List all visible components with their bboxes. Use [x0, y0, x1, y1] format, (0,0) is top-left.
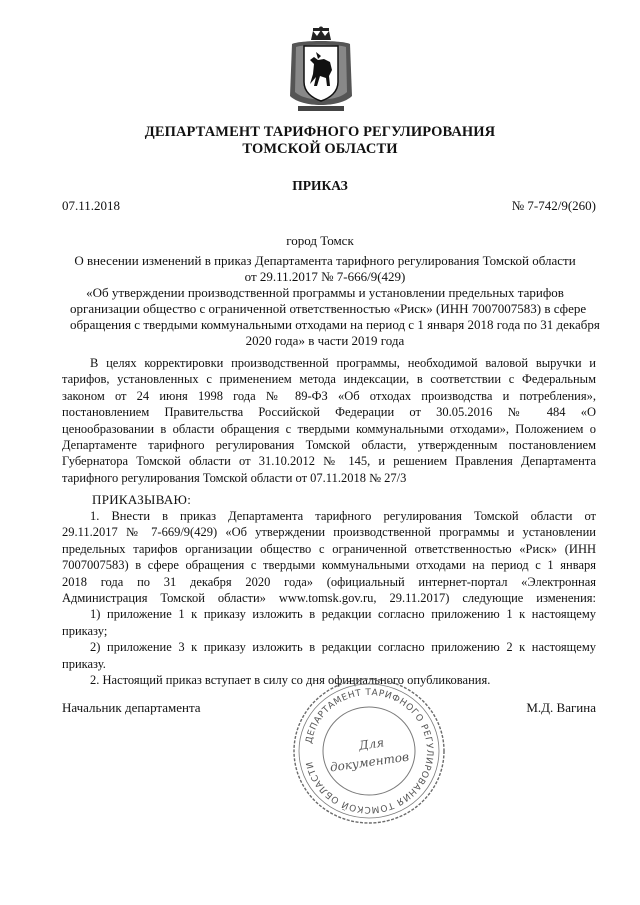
item-line: Администрация Томской области» www.tomsk.gov.ru, 29.11.2017) следующие изменения:: [62, 591, 596, 606]
preamble-line: Департаменте тарифного регулирования Томской области, утвержденным постановлением: [62, 438, 596, 453]
department-title-line1: ДЕПАРТАМЕНТ ТАРИФНОГО РЕГУЛИРОВАНИЯ: [144, 124, 496, 140]
order-items: [62, 508, 596, 688]
stamp-ring-text: ДЕПАРТАМЕНТ ТАРИФНОГО РЕГУЛИРОВАНИЯ ТОМСКОЙ ОБЛАСТИ: [304, 687, 435, 815]
item-line: 1. Внести в приказ Департамента тарифного регулирования Томской области от: [90, 509, 596, 523]
preamble-line: тарифного регулирования Томской области от 07.11.2018 № 27/3: [62, 470, 407, 485]
subject-line: «Об утверждении производственной программы и установлении предельных тарифов: [86, 285, 564, 300]
signatory-name: М.Д. Вагина: [526, 700, 596, 715]
coat-of-arms-emblem: [286, 26, 356, 114]
item-line: 2) приложение 3 к приказу изложить в редакции согласно приложению 2 к настоящему: [90, 640, 596, 655]
signatory-position: Начальник департамента: [62, 700, 201, 715]
order-number: № 7-742/9(260): [511, 198, 596, 213]
item-line: приказу.: [62, 656, 106, 671]
preamble-line: Губернатора Томской области от 31.10.2012 № 145, и решением Правления Департамента: [62, 454, 596, 469]
item-line: предельных тарифов организации общество с ограниченной ответственностью «Риск» (ИНН: [62, 541, 596, 556]
preamble-line: законом от 24 июня 1998 года № 89-ФЗ «Об отходах производства и потребления»,: [62, 388, 596, 403]
department-title-line2: ТОМСКОЙ ОБЛАСТИ: [242, 141, 398, 157]
item-line: 1) приложение 1 к приказу изложить в редакции согласно приложению 1 к настоящему: [90, 607, 596, 622]
stamp-center-line1: Для: [357, 735, 385, 753]
item-line: 2018 года по 31 декабря 2020 года» (официальный интернет-портал «Электронная: [62, 574, 596, 589]
item-line: 29.11.2017 № 7-669/9(429) «Об утверждении производственной программы и установлении: [62, 525, 596, 540]
preamble-line: ценообразовании в области обращения с твердыми коммунальными отходами», Положением о: [62, 421, 596, 436]
subject-line: обращения с твердыми коммунальными отходами на период с 1 января 2018 года по 31 декабря: [70, 317, 600, 332]
preamble-line: В целях корректировки производственной программы, необходимой валовой выручки и: [90, 356, 596, 370]
subject-line: от 29.11.2017 № 7-666/9(429): [244, 269, 406, 284]
item-line: 2. Настоящий приказ вступает в силу со дня официального опубликования.: [90, 673, 491, 688]
stamp-center-line2: документов: [329, 749, 410, 775]
subject-line: 2020 года» в части 2019 года: [245, 333, 405, 348]
subject-line: организации общество с ограниченной ответственностью «Риск» (ИНН 7007007583) в сфере: [70, 301, 587, 316]
item-line: приказу;: [62, 623, 108, 638]
department-stamp: [290, 676, 448, 826]
preamble-line: постановлением Правительства Российской Федерации от 30.05.2016 № 484 «О: [62, 405, 596, 420]
order-subject: [70, 253, 600, 349]
order-date: 07.11.2018: [62, 198, 121, 213]
order-directive-word: ПРИКАЗЫВАЮ:: [92, 492, 192, 507]
document-type-title: ПРИКАЗ: [292, 178, 348, 193]
preamble-paragraph: [62, 355, 596, 486]
subject-line: О внесении изменений в приказ Департамента тарифного регулирования Томской области: [74, 253, 576, 268]
preamble-line: тарифов, установленных с применением метода индексации, в соответствии с Федеральным: [62, 372, 596, 387]
item-line: 7007007583) в сфере обращения с твердыми коммунальными отходами на период с 1 января: [62, 558, 596, 573]
city-line: город Томск: [286, 233, 354, 248]
